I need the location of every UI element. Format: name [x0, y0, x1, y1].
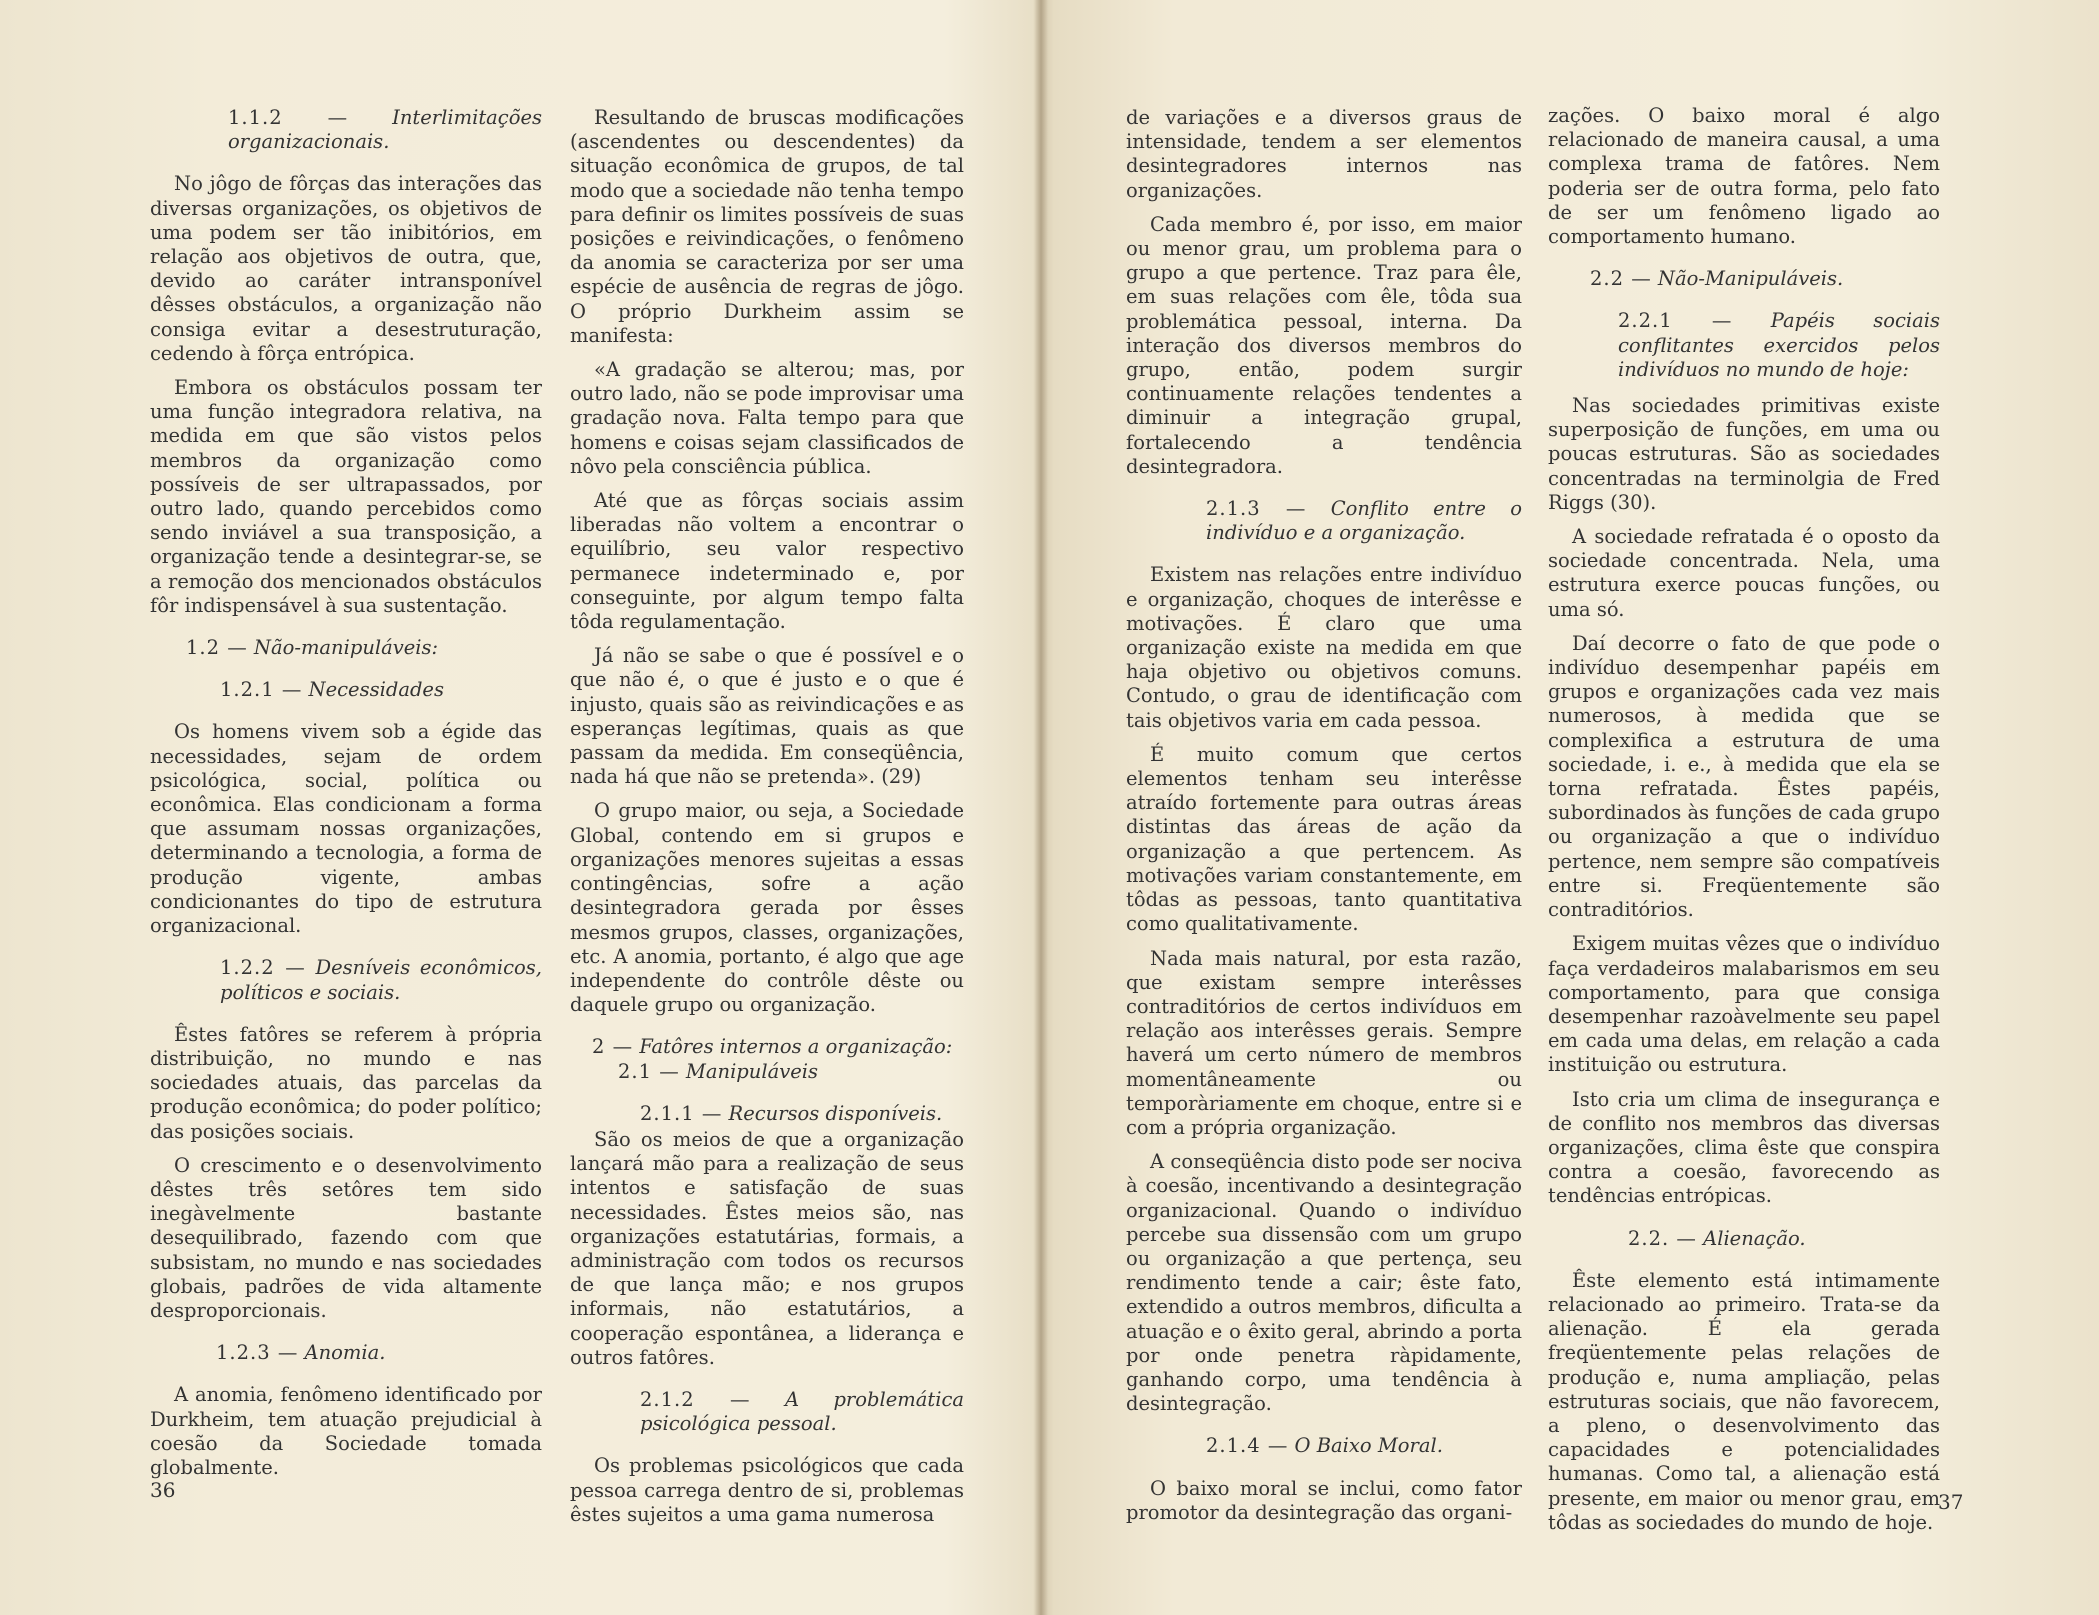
heading-2-2-1: 2.2.1 — Papéis sociais conflitantes exercidos pelos indivíduos no mundo de hoje:: [1618, 309, 1940, 381]
paragraph: de variações e a diversos graus de intensidade, tendem a ser elementos desintegradores internos nas organizações.: [1126, 106, 1522, 202]
book-fold: [1034, 0, 1048, 1615]
paragraph: É muito comum que certos elementos tenham seu interêsse atraído fortemente para outras áreas distintas das áreas de ação da organização a que pertencem. As motivações variam constantemente, em tôdas as pessoas, tanto quantitativa como qualitativamente.: [1126, 742, 1522, 936]
paragraph: Êstes fatôres se referem à própria distribuição, no mundo e nas sociedades atuais, das parcelas da produção econômica; do poder político; das posições sociais.: [150, 1022, 542, 1143]
paragraph: Daí decorre o fato de que pode o indivíduo desempenhar papéis em grupos e organizações cada vez mais numerosos, à medida que se complexifica a estrutura de uma sociedade, i. e., à medida que ela se torna refratada. Êstes papéis, subordinados às funções de cada grupo ou organização a que o indivíduo pertence, nem sempre são compatíveis entre si. Freqüentemente são contraditórios.: [1548, 631, 1940, 922]
left-page-column-2: [570, 106, 964, 1537]
heading-2-1-4: 2.1.4 — O Baixo Moral.: [1206, 1434, 1443, 1458]
paragraph: Êste elemento está intimamente relacionado ao primeiro. Trata-se da alienação. É ela gerada freqüentemente pelas relações de produção e, numa ampliação, pelas estruturas sociais, que não favorecem, a pleno, o desenvolvimento das capacidades e potencialidades humanas. Como tal, a alienação está presente, em maior ou menor grau, em tôdas as sociedades do mundo de hoje.: [1548, 1268, 1940, 1534]
heading-2-1-3: 2.1.3 — Conflito entre o indivíduo e a organização.: [1206, 497, 1522, 545]
quote-paragraph: «A gradação se alterou; mas, por outro lado, não se pode improvisar uma gradação nova. Falta tempo para que homens e coisas sejam classificados de nôvo pela consciência pública.: [570, 358, 964, 478]
heading-1-2-3: 1.2.3 — Anomia.: [216, 1341, 386, 1365]
paragraph: O grupo maior, ou seja, a Sociedade Global, contendo em si grupos e organizações menores sujeitas a essas contingências, sofre a ação desintegradora gerada por êsses mesmos grupos, classes, organizações, etc. A anomia, portanto, é algo que age independente do contrôle dêste ou daquele grupo ou organização.: [570, 799, 964, 1017]
paragraph: Resultando de bruscas modificações (ascendentes ou descendentes) da situação econômica de grupos, de tal modo que a sociedade não tenha tempo para definir os limites possíveis de suas posições e reivindicações, o fenômeno da anomia se caracteriza por ser uma espécie de ausência de regras de jôgo. O próprio Durkheim assim se manifesta:: [570, 106, 964, 347]
paragraph: Exigem muitas vêzes que o indivíduo faça verdadeiros malabarismos em seu comportamento, para que consiga desempenhar razoàvelmente seu papel em cada uma delas, em relação a cada instituição ou estrutura.: [1548, 932, 1940, 1077]
quote-paragraph: Já não se sabe o que é possível e o que não é, o que é justo e o que é injusto, quais são as reivindicações e as esperanças legítimas, quais as que passam da medida. Em conseqüência, nada há que não se pretenda». (29): [570, 644, 964, 789]
paragraph: Nada mais natural, por esta razão, que existam sempre interêsses contraditórios de certos indivíduos em relação aos interêsses gerais. Sempre haverá um certo número de membros momentâneamente ou temporàriamente em choque, entre si e com a própria organização.: [1126, 946, 1522, 1139]
left-page-column-1: [150, 106, 542, 1490]
heading-1-2-2: 1.2.2 — Desníveis econômicos, políticos e sociais.: [220, 956, 542, 1004]
right-page-column-3: [1126, 106, 1522, 1535]
page-number-right: 37: [1938, 1490, 1964, 1514]
paragraph: A conseqüência disto pode ser nociva à coesão, incentivando a desintegração organizacional. Quando o indivíduo percebe sua dissensão com um grupo ou organização a que pertença, seu rendimento tende a cair; êste fato, extendido a outros membros, dificulta a atuação e o êxito geral, abrindo a porta por onde penetra ràpidamente, ganhando corpo, uma tendência à desintegração.: [1126, 1150, 1522, 1416]
paragraph: Isto cria um clima de insegurança e de conflito nos membros das diversas organizações, clima êste que conspira contra a coesão, favorecendo as tendências entrópicas.: [1548, 1087, 1940, 1208]
heading-1-1-2: 1.1.2 — Interlimitações organizacionais.: [228, 106, 542, 154]
heading-2-2-alienacao: 2.2. — Alienação.: [1628, 1226, 1806, 1250]
paragraph: O baixo moral se inclui, como fator promotor da desintegração das organi-: [1126, 1476, 1522, 1524]
paragraph: No jôgo de fôrças das interações das diversas organizações, os objetivos de uma podem ser tão inibitórios, em relação aos objetivos de outra, que, devido ao caráter intransponível dêsses obstáculos, a organização não consiga evitar a desestruturação, cedendo à fôrça entrópica.: [150, 172, 542, 365]
paragraph: Os homens vivem sob a égide das necessidades, sejam de ordem psicológica, social, política ou econômica. Elas condicionam a forma que assumam nossas organizações, determinando a tecnologia, a forma de produção vigente, ambas condicionantes do tipo de estrutura organizacional.: [150, 720, 542, 938]
paragraph: A sociedade refratada é o oposto da sociedade concentrada. Nela, uma estrutura exerce poucas funções, ou uma só.: [1548, 525, 1940, 621]
page-number-left: 36: [150, 1478, 176, 1502]
paragraph: São os meios de que a organização lançará mão para a realização de seus intentos e satisfação de suas necessidades. Êstes meios são, nas organizações estatutárias, formais, a administração com todos os recursos de que lança mão; e nos grupos informais, não estatutários, a cooperação espontânea, a liderança e outros fatôres.: [570, 1127, 964, 1369]
heading-2-1-1: 2.1.1 — Recursos disponíveis.: [640, 1101, 943, 1125]
heading-1-2-1: 1.2.1 — Necessidades: [220, 678, 444, 702]
paragraph: A anomia, fenômeno identificado por Durkheim, tem atuação prejudicial à coesão da Sociedade tomada globalmente.: [150, 1383, 542, 1479]
heading-2-1: 2.1 — Manipuláveis: [618, 1059, 819, 1083]
right-page-column-4: [1548, 104, 1940, 1545]
heading-2-2: 2.2 — Não-Manipuláveis.: [1590, 267, 1844, 291]
quote-paragraph: Até que as fôrças sociais assim liberadas não voltem a encontrar o equilíbrio, seu valor respectivo permanece indeterminado e, por conseguinte, por algum tempo falta tôda regulamentação.: [570, 489, 964, 634]
paragraph: Os problemas psicológicos que cada pessoa carrega dentro de si, problemas êstes sujeitos a uma gama numerosa: [570, 1454, 964, 1526]
paragraph: Embora os obstáculos possam ter uma função integradora relativa, na medida em que são vistos pelos membros da organização como possíveis de ser ultrapassados, por outro lado, quando percebidos como sendo inviável a sua transposição, a organização tende a desintegrar-se, se a remoção dos mencionados obstáculos fôr indispensável à sua sustentação.: [150, 376, 542, 617]
paragraph: Cada membro é, por isso, em maior ou menor grau, um problema para o grupo a que pertence. Traz para êle, em suas relações com êle, tôda sua problemática pessoal, interna. Da interação dos diversos membros do grupo, então, podem surgir continuamente relações tendentes a diminuir a integração grupal, fortalecendo a tendência desintegradora.: [1126, 212, 1522, 478]
paragraph: Existem nas relações entre indivíduo e organização, choques de interêsse e motivações. É claro que uma organização existe na medida em que haja objetivo ou objetivos comuns. Contudo, o grau de identificação com tais objetivos varia em cada pessoa.: [1126, 563, 1522, 732]
heading-2: 2 — Fatôres internos a organização:: [592, 1035, 953, 1059]
paragraph: Nas sociedades primitivas existe superposição de funções, em uma ou poucas estruturas. São as sociedades concentradas na terminolgia de Fred Riggs (30).: [1548, 394, 1940, 514]
paragraph: zações. O baixo moral é algo relacionado de maneira causal, a uma complexa trama de fatôres. Nem poderia ser de outra forma, pelo fato de ser um fenômeno ligado ao comportamento humano.: [1548, 104, 1940, 249]
heading-1-2: 1.2 — Não-manipuláveis:: [186, 636, 439, 660]
paragraph: O crescimento e o desenvolvimento dêstes três setôres tem sido inegàvelmente bastante desequilibrado, fazendo com que subsistam, no mundo e nas sociedades globais, padrões de vida altamente desproporcionais.: [150, 1153, 542, 1322]
heading-2-1-2: 2.1.2 — A problemática psicológica pessoal.: [640, 1387, 964, 1436]
